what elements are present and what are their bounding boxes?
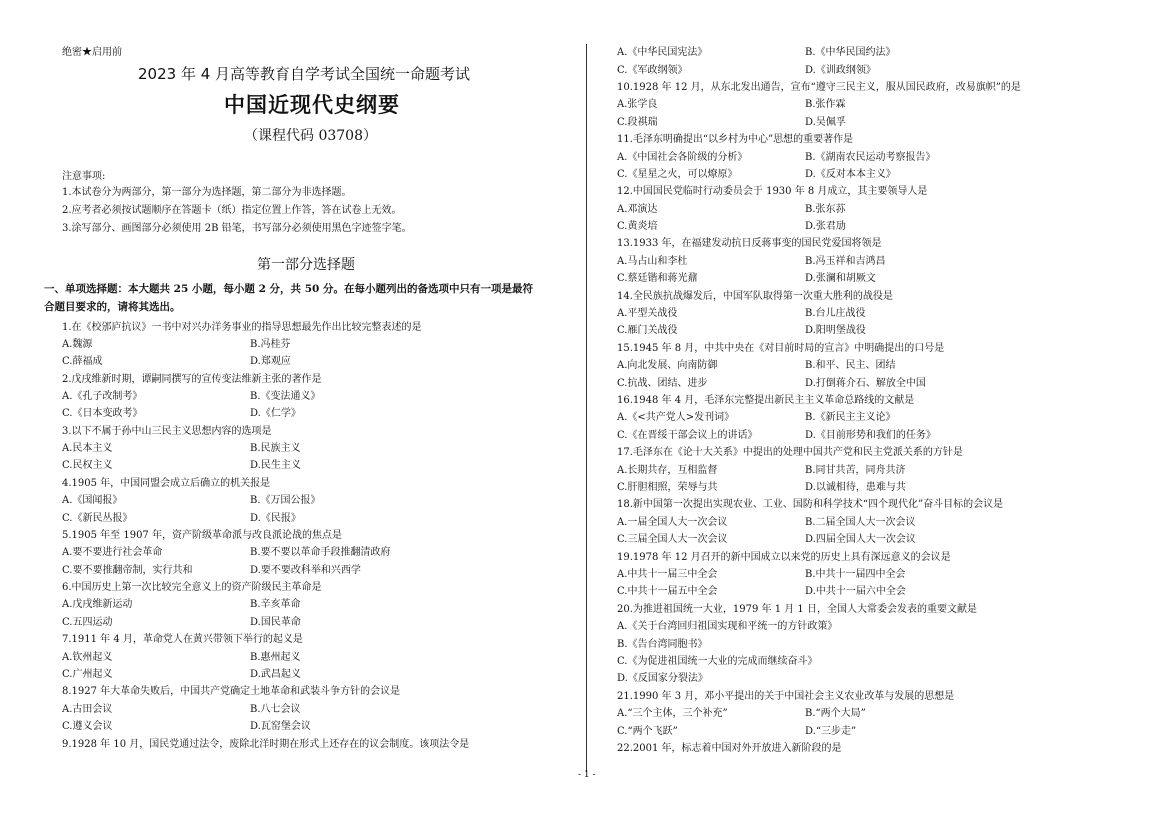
- option-b: B.二届全国人大一次会议: [805, 517, 916, 528]
- part1-instruction: 合题目要求的，请将其选出。: [44, 301, 181, 313]
- column-divider: [586, 44, 587, 772]
- question-text: 10.1928 年 12 月，从东北发出通告，宣布“遵守三民主义，服从国民政府，改易旗帜”的是: [617, 82, 1021, 93]
- option-d: D.《民报》: [250, 513, 301, 524]
- option-d: D.要不要改科举和兴西学: [250, 565, 361, 576]
- option-c: C.肝胆相照，荣辱与共: [617, 482, 718, 493]
- option-d: D.张澜和胡厥文: [805, 273, 876, 284]
- option-c: C.《日本变政考》: [62, 408, 143, 419]
- question-text: 8.1927 年大革命失败后，中国共产党确定土地革命和武装斗争方针的会议是: [62, 686, 401, 697]
- option-a: A.戊戌维新运动: [62, 599, 133, 610]
- question-text: 3.以下不属于孙中山三民主义思想内容的选项是: [62, 426, 272, 437]
- option-d: D.四届全国人大一次会议: [805, 534, 916, 545]
- option-d: D.以诚相待，患难与共: [805, 482, 906, 493]
- option-d: D.郑观应: [250, 356, 291, 367]
- option-b: B.惠州起义: [250, 652, 301, 663]
- option-a: A.长期共存，互相监督: [617, 465, 718, 476]
- question-text: 13.1933 年，在福建发动抗日反蒋事变的国民党爱国将领是: [617, 238, 882, 249]
- option-b: B.冯玉祥和吉鸿昌: [805, 256, 886, 267]
- option-b: B.《万国公报》: [250, 495, 321, 506]
- option-c: C.雁门关战役: [617, 325, 678, 336]
- exam-title: 2023 年 4 月高等教育自学考试全国统一命题考试: [138, 65, 471, 83]
- option-b: B.“两个大局”: [805, 708, 866, 719]
- page-number: - 1 -: [578, 770, 596, 780]
- option-d: D.瓦窑堡会议: [250, 721, 311, 732]
- option-c: C.广州起义: [62, 669, 113, 680]
- question-text: 17.毛泽东在《论十大关系》中提出的处理中国共产党和民主党派关系的方针是: [617, 447, 963, 458]
- option-b: B.辛亥革命: [250, 599, 301, 610]
- option-a: A.《孔子改制考》: [62, 391, 143, 402]
- question-text: 6.中国历史上第一次比较完全意义上的资产阶级民主革命是: [62, 582, 322, 593]
- question-text: 22.2001 年，标志着中国对外开放进入新阶段的是: [617, 743, 842, 754]
- question-text: 4.1905 年，中国同盟会成立后确立的机关报是: [62, 478, 271, 489]
- question-text: 19.1978 年 12 月召开的新中国成立以来党的历史上具有深远意义的会议是: [617, 552, 951, 563]
- option-a: A.向北发展、向南防御: [617, 360, 718, 371]
- question-text: 16.1948 年 4 月，毛泽东完整提出新民主主义革命总路线的文献是: [617, 395, 915, 406]
- option-d: D.“三步走”: [805, 726, 857, 737]
- option-a: A.《关于台湾回归祖国实现和平统一的方针政策》: [617, 621, 838, 632]
- option-c: C.《在晋绥干部会议上的讲话》: [617, 430, 758, 441]
- question-text: 21.1990 年 3 月，邓小平提出的关于中国社会主义农业改革与发展的思想是: [617, 691, 955, 702]
- option-a: A.民本主义: [62, 443, 113, 454]
- option-a: A.中共十一届三中全会: [617, 569, 718, 580]
- question-text: 2.戊戌维新时期，谭嗣同撰写的宣传变法维新主张的著作是: [62, 374, 322, 385]
- question-text: 9.1928 年 10 月，国民党通过法令，废除北洋时期在形式上还存在的议会制度。该项法令是: [62, 739, 470, 750]
- course-code: （课程代码 03708）: [244, 128, 377, 144]
- option-a: A.平型关战役: [617, 308, 678, 319]
- option-d: D.张君劢: [805, 221, 846, 232]
- option-a: A.一届全国人大一次会议: [617, 517, 728, 528]
- option-c: C.段祺瑞: [617, 117, 658, 128]
- option-c: C.“两个飞跃”: [617, 726, 678, 737]
- option-b: B.张作霖: [805, 99, 846, 110]
- question-text: 12.中国国民党临时行动委员会于 1930 年 8 月成立，其主要领导人是: [617, 186, 928, 197]
- option-a: A.邓演达: [617, 204, 658, 215]
- option-a: A.张学良: [617, 99, 658, 110]
- part1-instruction: 一、单项选择题：本大题共 25 小题，每小题 2 分，共 50 分。在每小题列出的备选项中只有一项是最符: [44, 283, 533, 295]
- option-b: B.《中华民国约法》: [805, 47, 896, 58]
- option-c: C.《军政纲领》: [617, 65, 688, 76]
- option-c: C.要不要推翻帝制，实行共和: [62, 565, 193, 576]
- option-a: A.《中华民国宪法》: [617, 47, 708, 58]
- option-a: A.钦州起义: [62, 652, 113, 663]
- option-d: D.民生主义: [250, 460, 301, 471]
- part1-title: 第一部分选择题: [257, 257, 355, 273]
- question-text: 15.1945 年 8 月，中共中央在《对目前时局的宣言》中明确提出的口号是: [617, 343, 945, 354]
- option-d: D.《反国家分裂法》: [617, 673, 708, 684]
- option-c: C.《新民丛报》: [62, 513, 133, 524]
- option-d: D.吴佩孚: [805, 117, 846, 128]
- question-text: 5.1905 年至 1907 年，资产阶级革命派与改良派论战的焦点是: [62, 530, 342, 541]
- option-c: C.民权主义: [62, 460, 113, 471]
- option-c: C.黄炎培: [617, 221, 658, 232]
- option-b: B.中共十一届四中全会: [805, 569, 906, 580]
- option-a: A.《<共产党人>发刊词》: [617, 412, 735, 423]
- note-item: 2.应考者必须按试题顺序在答题卡（纸）指定位置上作答，答在试卷上无效。: [62, 205, 402, 216]
- option-d: D.《训政纲领》: [805, 65, 876, 76]
- option-c: C.《星星之火，可以燎原》: [617, 169, 738, 180]
- question-text: 20.为推进祖国统一大业，1979 年 1 月 1 日，全国人大常委会发表的重要文献是: [617, 604, 977, 615]
- question-text: 14.全民族抗战爆发后，中国军队取得第一次重大胜利的战役是: [617, 291, 893, 302]
- option-b: B.八七会议: [250, 704, 301, 715]
- option-b: B.要不要以革命手段推翻清政府: [250, 547, 391, 558]
- option-b: B.《变法通义》: [250, 391, 321, 402]
- option-a: A.“三个主体，三个补充”: [617, 708, 728, 719]
- option-c: C.薛福成: [62, 356, 103, 367]
- notes-title: 注意事项:: [62, 171, 106, 182]
- option-c: C.中共十一届五中全会: [617, 586, 718, 597]
- option-d: D.打倒蒋介石、解放全中国: [805, 378, 926, 389]
- question-text: 11.毛泽东明确提出“以乡村为中心”思想的重要著作是: [617, 134, 854, 145]
- option-a: A.《国闻报》: [62, 495, 123, 506]
- option-b: B.同甘共苦，同舟共济: [805, 465, 906, 476]
- option-c: C.《为促进祖国统一大业的完成而继续奋斗》: [617, 656, 818, 667]
- option-c: C.抗战、团结、进步: [617, 378, 708, 389]
- subject-title: 中国近现代史纲要: [224, 93, 400, 117]
- option-b: B.民族主义: [250, 443, 301, 454]
- option-d: D.《仁学》: [250, 408, 301, 419]
- option-b: B.张东荪: [805, 204, 846, 215]
- option-b: B.冯桂芬: [250, 339, 291, 350]
- question-text: 1.在《校邠庐抗议》一书中对兴办洋务事业的指导思想最先作出比较完整表述的是: [62, 322, 422, 333]
- option-b: B.《湖南农民运动考察报告》: [805, 152, 936, 163]
- option-c: C.蔡廷锴和蒋光鼐: [617, 273, 698, 284]
- option-a: A.马占山和李杜: [617, 256, 688, 267]
- note-item: 3.涂写部分、画图部分必须使用 2B 铅笔，书写部分必须使用黑色字迹签字笔。: [62, 223, 412, 234]
- note-item: 1.本试卷分为两部分，第一部分为选择题，第二部分为非选择题。: [62, 187, 352, 198]
- option-d: D.武昌起义: [250, 669, 301, 680]
- option-d: D.中共十一届六中全会: [805, 586, 906, 597]
- option-c: C.五四运动: [62, 617, 113, 628]
- option-d: D.《反对本本主义》: [805, 169, 896, 180]
- option-b: B.和平、民主、团结: [805, 360, 896, 371]
- confidential-mark: 绝密★启用前: [62, 47, 122, 58]
- question-text: 18.新中国第一次提出实现农业、工业、国防和科学技术“四个现代化”奋斗目标的会议是: [617, 499, 1004, 510]
- option-c: C.三届全国人大一次会议: [617, 534, 728, 545]
- option-c: C.遵义会议: [62, 721, 113, 732]
- option-d: D.《目前形势和我们的任务》: [805, 430, 936, 441]
- option-b: B.《告台湾同胞书》: [617, 639, 708, 650]
- option-b: B.台儿庄战役: [805, 308, 866, 319]
- option-a: A.《中国社会各阶级的分析》: [617, 152, 748, 163]
- option-a: A.要不要进行社会革命: [62, 547, 163, 558]
- option-b: B.《新民主主义论》: [805, 412, 896, 423]
- option-d: D.阳明堡战役: [805, 325, 866, 336]
- question-text: 7.1911 年 4 月，革命党人在黄兴带领下举行的起义是: [62, 634, 303, 645]
- option-a: A.魏源: [62, 339, 93, 350]
- option-d: D.国民革命: [250, 617, 301, 628]
- option-a: A.古田会议: [62, 704, 113, 715]
